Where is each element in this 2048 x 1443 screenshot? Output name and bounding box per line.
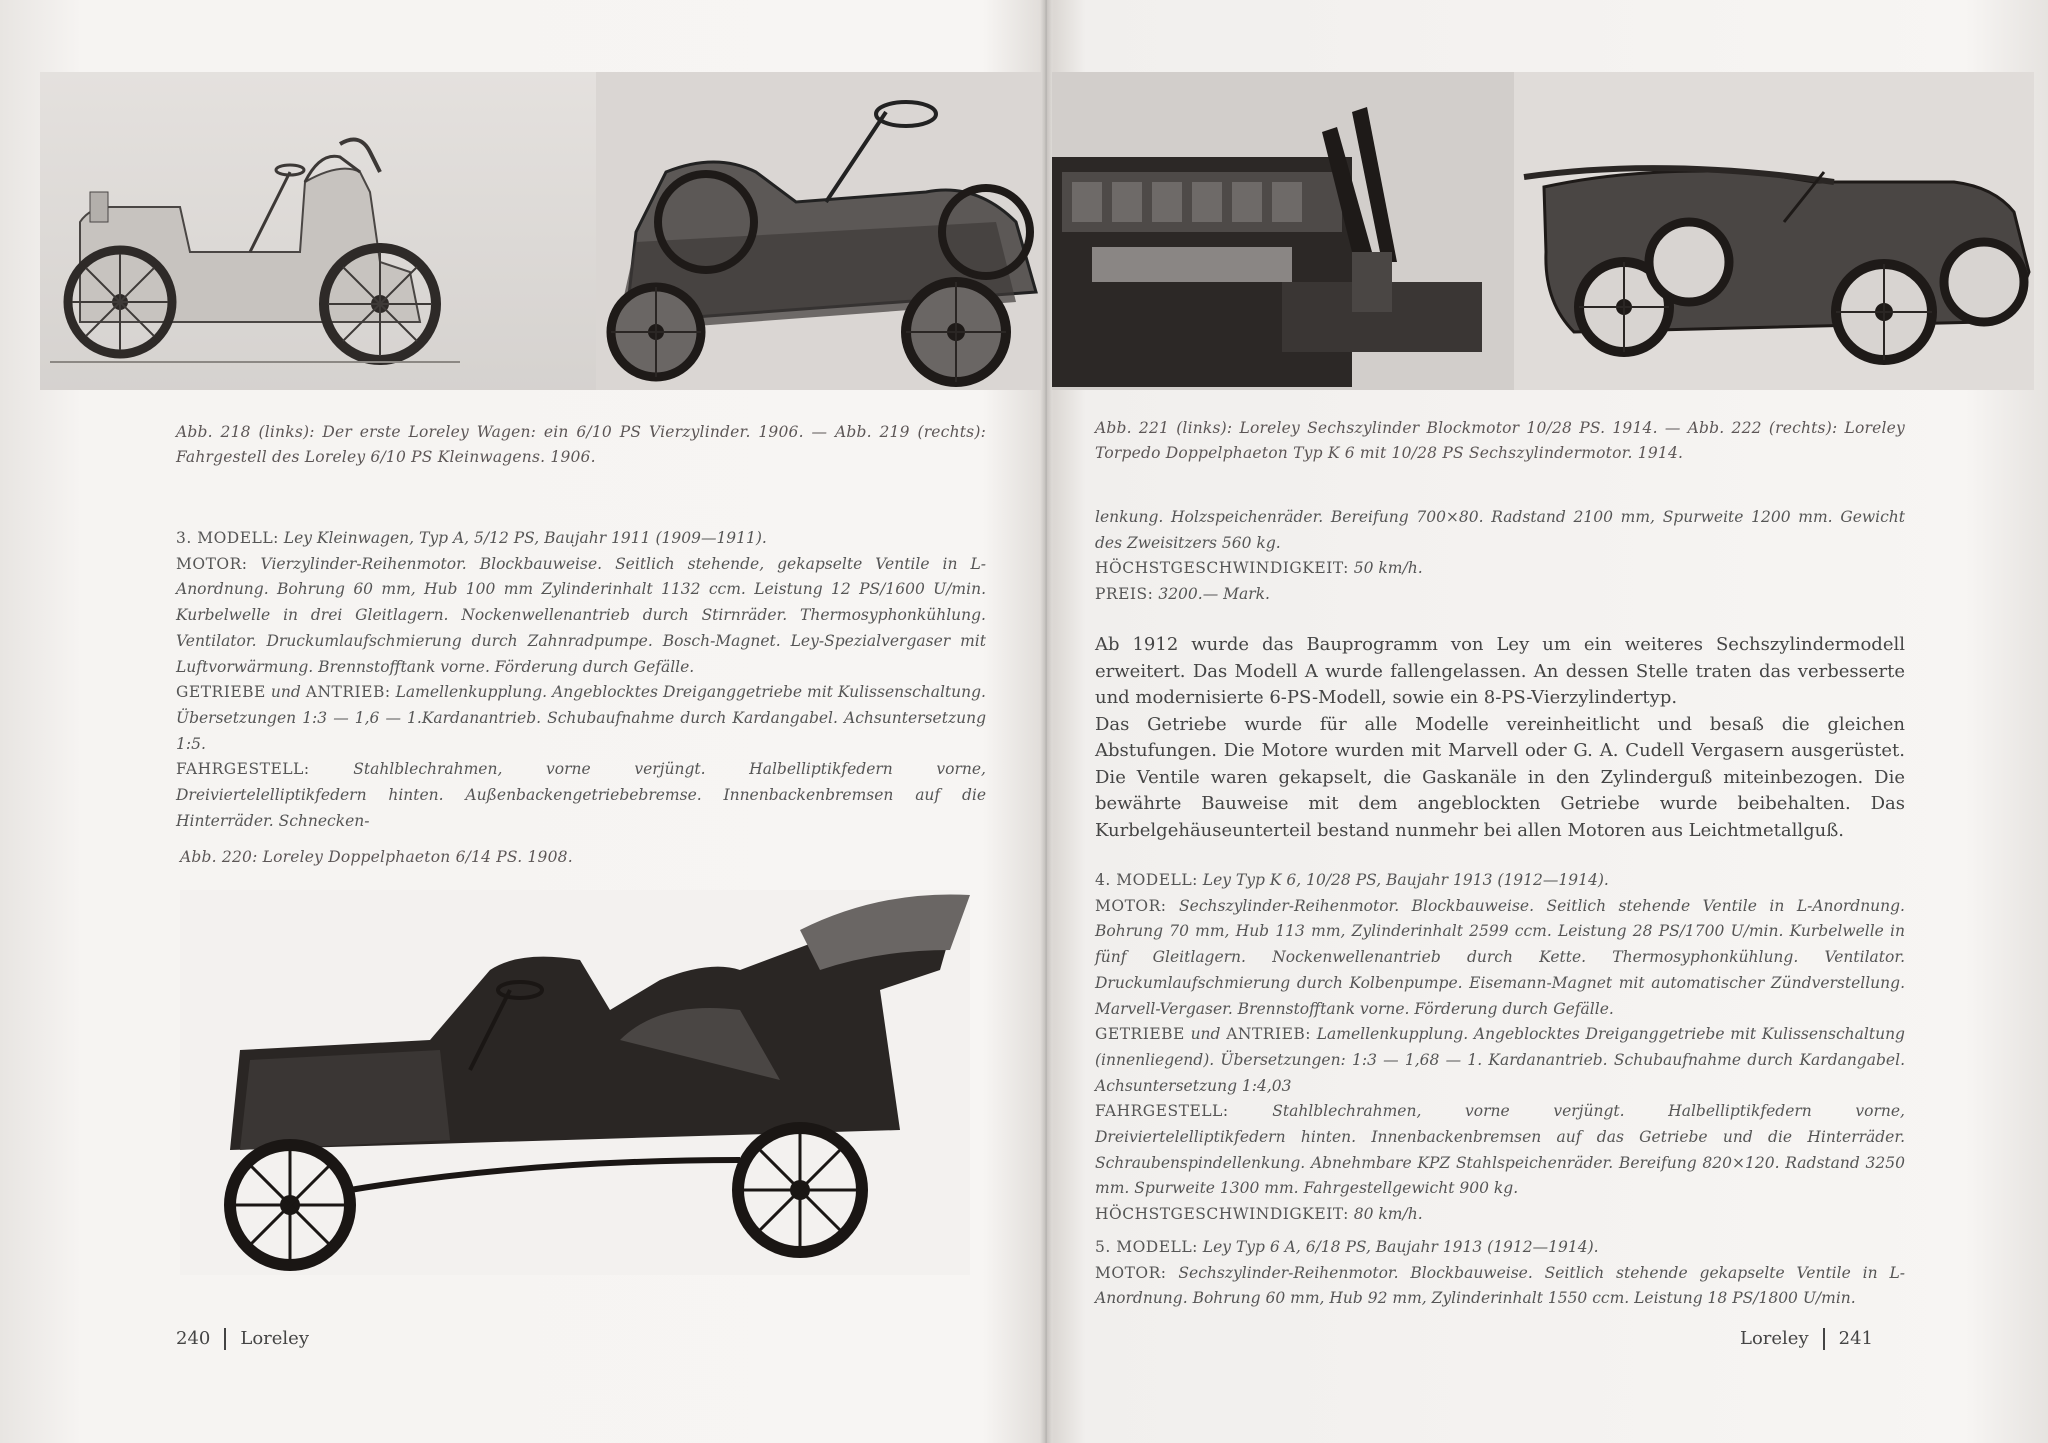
folio-divider (224, 1328, 226, 1350)
photo-loreley-six-cylinder-engine (1052, 72, 1514, 390)
fahrgestell-label: FAHRGESTELL: (176, 760, 310, 779)
car-illustration-1906 (40, 72, 600, 390)
model-4-specs (1095, 868, 1905, 1228)
torpedo-illustration-1914 (1514, 72, 2034, 390)
model-3-title: Ley Kleinwagen, Typ A, 5/12 PS, Baujahr 1911 (1909—1911). (283, 529, 767, 547)
model-5-specs (1095, 1235, 1905, 1312)
price-value: 3200.— Mark. (1158, 585, 1270, 604)
model-5-motor (1095, 1261, 1905, 1312)
model-4-getriebe (1095, 1022, 1905, 1099)
top-speed-label: HÖCHSTGESCHWINDIGKEIT: (1095, 559, 1349, 578)
folio-divider (1823, 1328, 1825, 1350)
model-5-title: Ley Typ 6 A, 6/18 PS, Baujahr 1913 (1912—1914). (1202, 1238, 1599, 1256)
model-3-getriebe (176, 680, 986, 757)
photo-loreley-doppelphaeton (180, 890, 970, 1275)
chassis-illustration-1906 (596, 72, 1042, 390)
top-speed-label: HÖCHSTGESCHWINDIGKEIT: (1095, 1205, 1349, 1224)
model-3-heading (176, 526, 986, 552)
continuation-text: lenkung. Holzspeichenräder. Bereifung 700×80. Radstand 2100 mm, Spurweite 1200 mm. Gewicht des Zweisitzers 560 kg. (1095, 508, 1905, 552)
folio-left (176, 1328, 309, 1350)
model-4-motor (1095, 894, 1905, 1023)
doppelphaeton-illustration-1908 (180, 890, 970, 1275)
caption-abb-220: Abb. 220: Loreley Doppelphaeton 6/14 PS. 1908. (180, 848, 573, 866)
model-5-label: 5. MODELL: (1095, 1238, 1198, 1256)
top-speed-value: 50 km/h. (1353, 559, 1423, 578)
page-number: 241 (1838, 1328, 1873, 1349)
model-4-heading (1095, 868, 1905, 894)
body-paragraph (1095, 632, 1905, 844)
antrieb-label: ANTRIEB: (305, 683, 391, 702)
model-4-top-speed (1095, 1202, 1905, 1228)
running-title: Loreley (240, 1328, 309, 1349)
model-5-heading (1095, 1235, 1905, 1261)
motor-text: Vierzylinder-Reihenmotor. Blockbauweise. Seitlich stehende, gekapselte Ventile in L-Anordnung. Bohrung 60 mm, Hub 100 mm Zylinderinhalt 1132 ccm. Leistung 12 PS/1600 U/min. Kurbelwelle in drei Gleitlagern. Nockenwellenantrieb durch Stirnräder. Thermosyphonkühlung. Ventilator. Druckumlaufschmierung durch Zahnradpumpe. Bosch-Magnet. Ley-Spezialvergaser mit Luftvorwärmung. Brennstofftank vorne. Förderung durch Gefälle. (176, 554, 986, 676)
page-number: 240 (176, 1328, 211, 1349)
price (1095, 582, 1905, 608)
fahrgestell-label: FAHRGESTELL: (1095, 1102, 1229, 1121)
motor-label: MOTOR: (1095, 896, 1167, 915)
photo-loreley-torpedo (1514, 72, 2034, 390)
model-3-fahrgestell (176, 757, 986, 834)
folio-right (1740, 1328, 1873, 1350)
price-label: PREIS: (1095, 585, 1154, 604)
getriebe-text: Lamellenkupplung. Angeblocktes Dreiganggetriebe mit Kulissenschaltung. Übersetzungen 1:3 — 1,6 — 1.Kardanantrieb. Schubaufnahme durch Kardangabel. Achsuntersetzung 1:5. (176, 683, 986, 753)
photo-loreley-chassis (596, 72, 1042, 390)
model-4-fahrgestell (1095, 1099, 1905, 1202)
fahrgestell-text: Stahlblechrahmen, vorne verjüngt. Halbelliptikfedern vorne, Dreiviertelelliptikfedern hinten. Außenbackengetriebebremse. Innenbackenbremsen auf die Hinterräder. Schnecken- (176, 760, 986, 830)
getriebe-label: GETRIEBE (1095, 1025, 1185, 1044)
motor-text: Sechszylinder-Reihenmotor. Blockbauweise. Seitlich stehende Ventile in L-Anordnung. Bohrung 70 mm, Hub 113 mm, Zylinderinhalt 2599 ccm. Leistung 28 PS/1700 U/min. Kurbelwelle in fünf Gleitlagern. Nockenwellenantrieb durch Kette. Thermosyphonkühlung. Ventilator. Druckumlaufschmierung durch Kolbenpumpe. Eisemann-Magnet mit automatischer Zündverstellung. Marvell-Vergaser. Brennstofftank vorne. Förderung durch Gefälle. (1095, 896, 1905, 1018)
und-word: und (1190, 1025, 1221, 1044)
continuation-specs (1095, 505, 1905, 608)
paragraph-1: Ab 1912 wurde das Bauprogramm von Ley um ein weiteres Sechszylindermodell erweitert. Das Modell A wurde fallengelassen. An dessen Stelle traten das verbesserte und modernisierte 6-PS-Modell, sowie ein 8-PS-Vierzylindertyp. (1095, 634, 1905, 708)
engine-illustration-1914 (1052, 72, 1514, 390)
getriebe-label: GETRIEBE (176, 683, 266, 702)
und-word: und (270, 683, 301, 702)
motor-text: Sechszylinder-Reihenmotor. Blockbauweise. Seitlich stehende gekapselte Ventile in L-Anordnung. Bohrung 60 mm, Hub 92 mm, Zylinderinhalt 1550 ccm. Leistung 18 PS/1800 U/min. (1095, 1263, 1905, 1308)
antrieb-label: ANTRIEB: (1226, 1025, 1312, 1044)
paragraph-2: Das Getriebe wurde für alle Modelle vereinheitlicht und besaß die gleichen Abstufungen. Die Motore wurden mit Marvell oder G. A. Cudell Vergasern ausgerüstet. Die Ventile waren gekapselt, die Gaskanäle in den Zylinderguß miteinbezogen. Die bewährte Bauweise mit dem angeblockten Getriebe wurde beibehalten. Das Kurbelgehäuseunterteil bestand nunmehr bei allen Motoren aus Leichtmetallguß. (1095, 713, 1905, 841)
caption-abb-221-222: Abb. 221 (links): Loreley Sechszylinder Blockmotor 10/28 PS. 1914. — Abb. 222 (rechts): Loreley Torpedo Doppelphaeton Typ K 6 mit 10/28 PS Sechszylindermotor. 1914. (1095, 419, 1905, 462)
model-4-label: 4. MODELL: (1095, 871, 1198, 889)
caption-abb-218-219: Abb. 218 (links): Der erste Loreley Wagen: ein 6/10 PS Vierzylinder. 1906. — Abb. 219 (rechts): Fahrgestell des Loreley 6/10 PS Kleinwagens. 1906. (176, 423, 986, 466)
running-title: Loreley (1740, 1328, 1809, 1349)
motor-label: MOTOR: (176, 554, 248, 573)
top-speed-value: 80 km/h. (1353, 1205, 1423, 1224)
photo-loreley-first-car (40, 72, 600, 390)
motor-label: MOTOR: (1095, 1263, 1167, 1282)
model-3-motor (176, 552, 986, 681)
model-3-specs (176, 526, 986, 834)
model-4-title: Ley Typ K 6, 10/28 PS, Baujahr 1913 (1912—1914). (1202, 871, 1609, 889)
model-3-label: 3. MODELL: (176, 529, 279, 547)
top-speed (1095, 556, 1905, 582)
fahrgestell-text: Stahlblechrahmen, vorne verjüngt. Halbelliptikfedern vorne, Dreiviertelelliptikfedern hinten. Innenbackenbremsen auf das Getriebe und die Hinterräder. Schraubenspindellenkung. Abnehmbare KPZ Stahlspeichenräder. Bereifung 820×120. Radstand 3250 mm. Spurweite 1300 mm. Fahrgestellgewicht 900 kg. (1095, 1102, 1905, 1198)
getriebe-text: Lamellenkupplung. Angeblocktes Dreiganggetriebe mit Kulissenschaltung (innenliegend). Übersetzungen: 1:3 — 1,68 — 1. Kardanantrieb. Schubaufnahme durch Kardangabel. Achsuntersetzung 1:4,03 (1095, 1025, 1905, 1095)
